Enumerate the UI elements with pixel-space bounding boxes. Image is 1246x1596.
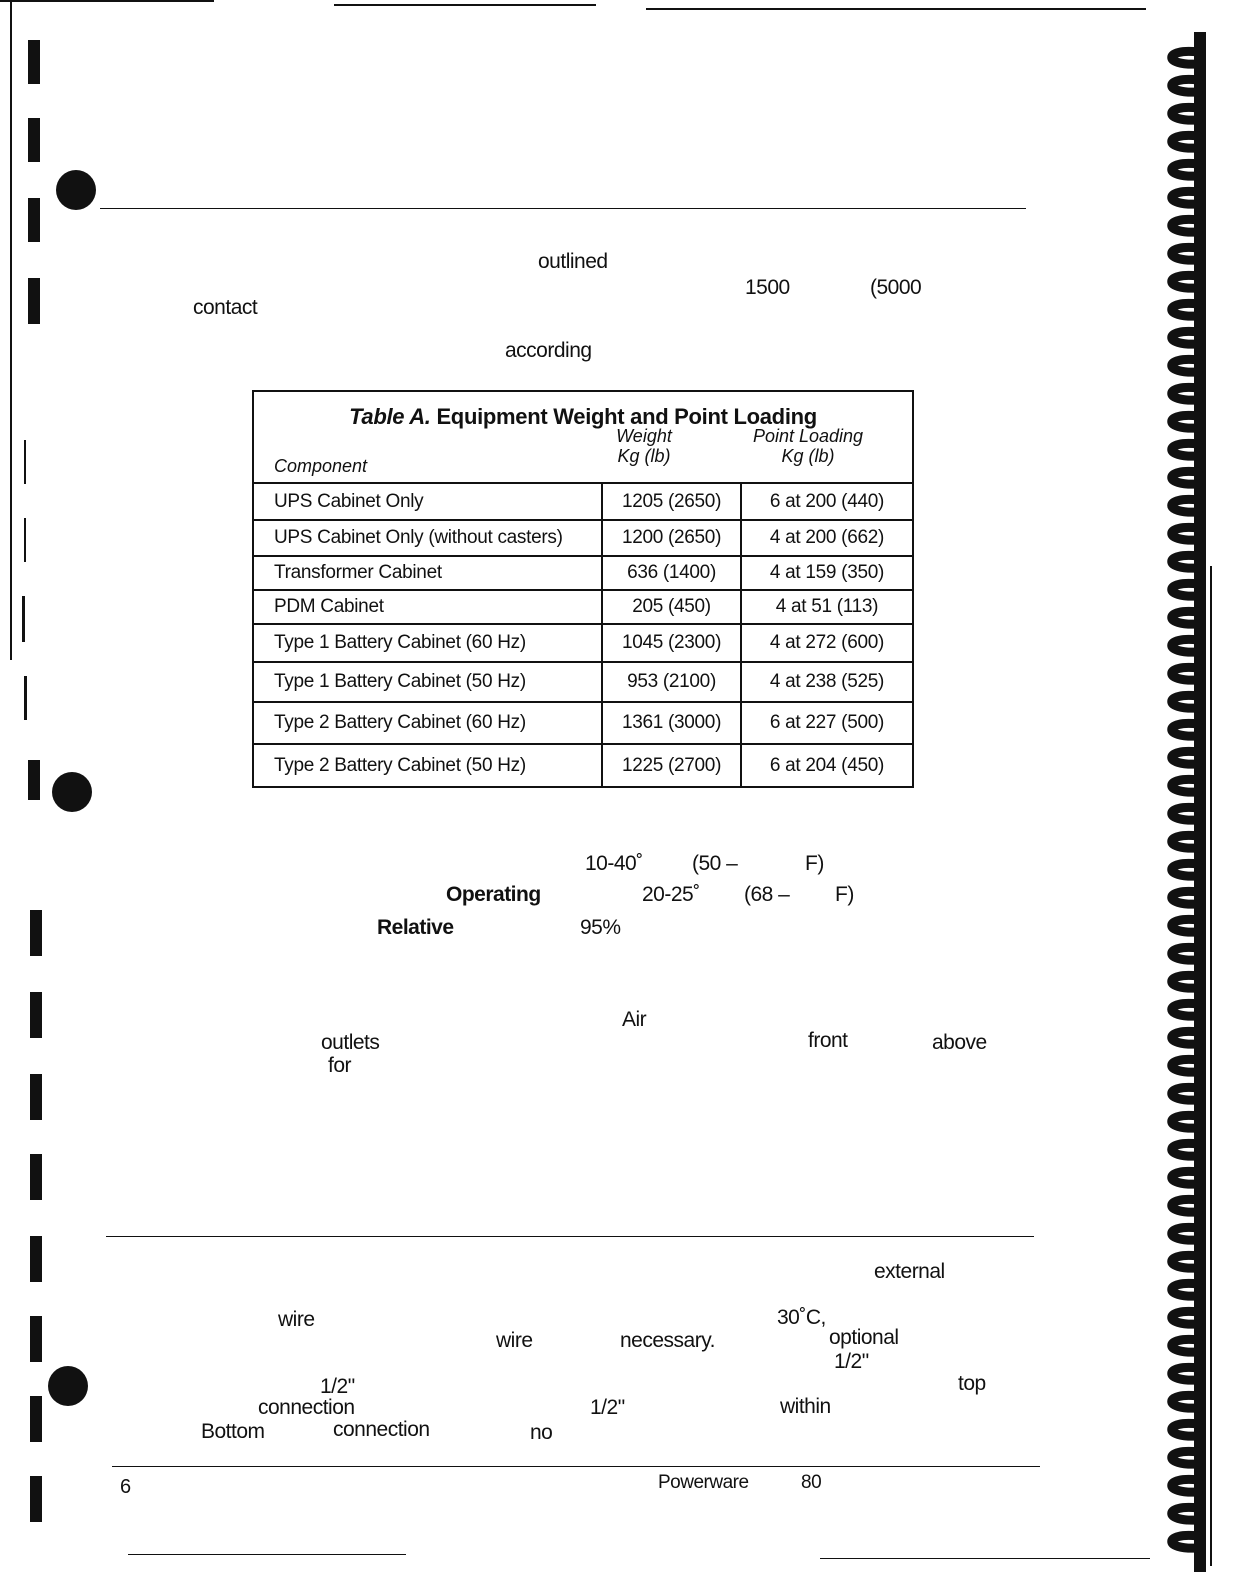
margin-tick xyxy=(24,440,26,484)
text-outlets: outlets xyxy=(321,1031,380,1054)
binder-mark xyxy=(30,1476,42,1522)
cell-weight: 1225 (2700) xyxy=(602,744,741,786)
cell-weight: 205 (450) xyxy=(602,590,741,624)
table-row xyxy=(254,624,912,662)
text-wire-2: wire xyxy=(496,1329,533,1352)
cell-weight: 1200 (2650) xyxy=(602,520,741,556)
cell-point: 6 at 200 (440) xyxy=(741,484,912,520)
section-rule-middle xyxy=(106,1236,1034,1237)
bottom-rule-left xyxy=(128,1554,406,1555)
binder-mark xyxy=(30,992,42,1038)
table-caption: Equipment Weight and Point Loading xyxy=(436,404,817,429)
temp-range-operating-f: (68 – xyxy=(744,883,790,906)
text-temperature: 30˚C, xyxy=(777,1306,826,1329)
header-point-unit: Kg (lb) xyxy=(781,446,835,466)
text-no: no xyxy=(530,1421,553,1444)
cell-weight: 636 (1400) xyxy=(602,556,741,590)
binder-mark xyxy=(28,198,40,242)
header-weight-unit: Kg (lb) xyxy=(617,446,671,466)
cell-component: Type 2 Battery Cabinet (60 Hz) xyxy=(254,702,602,744)
header-point-loading xyxy=(740,426,876,466)
punch-hole xyxy=(52,772,92,812)
text-according: according xyxy=(505,339,592,362)
table-row xyxy=(254,520,912,556)
binder-mark xyxy=(28,760,40,800)
cell-weight: 1205 (2650) xyxy=(602,484,741,520)
humidity-value: 95% xyxy=(580,916,621,939)
top-rule-right xyxy=(646,8,1146,10)
cell-weight: 1361 (3000) xyxy=(602,702,741,744)
margin-tick xyxy=(24,676,27,720)
table-label: Table A. xyxy=(349,404,431,429)
cell-component: Type 1 Battery Cabinet (50 Hz) xyxy=(254,662,602,702)
table-row xyxy=(254,590,912,624)
cell-point: 6 at 227 (500) xyxy=(741,702,912,744)
cell-point: 6 at 204 (450) xyxy=(741,744,912,786)
label-relative: Relative xyxy=(377,916,454,939)
binder-mark xyxy=(30,1154,42,1200)
weight-loading-table xyxy=(252,390,914,788)
header-point-label: Point Loading xyxy=(752,426,864,446)
text-5000: (5000 xyxy=(870,276,922,299)
text-necessary: necessary. xyxy=(620,1329,715,1352)
header-weight xyxy=(602,426,686,466)
margin-tick xyxy=(22,596,25,642)
binder-mark xyxy=(30,1396,42,1442)
right-page-edge xyxy=(1210,566,1212,1566)
table-row xyxy=(254,484,912,520)
table-row xyxy=(254,662,912,702)
temp-range-operating-end: F) xyxy=(835,883,854,906)
margin-edge xyxy=(10,0,12,660)
binder-mark xyxy=(30,910,42,956)
table-header xyxy=(254,426,912,484)
text-air: Air xyxy=(622,1008,647,1031)
text-within: within xyxy=(780,1395,831,1418)
binder-mark xyxy=(30,1074,42,1120)
temp-range-storage: 10-40˚ xyxy=(585,852,643,875)
text-bottom: Bottom xyxy=(201,1420,265,1443)
text-connection-1: connection xyxy=(258,1396,355,1419)
table-title xyxy=(254,392,912,430)
cell-point: 4 at 238 (525) xyxy=(741,662,912,702)
cell-point: 4 at 200 (662) xyxy=(741,520,912,556)
cell-point: 4 at 51 (113) xyxy=(741,590,912,624)
header-component xyxy=(274,456,367,476)
text-half-inch-1: 1/2" xyxy=(834,1350,869,1373)
cell-component: UPS Cabinet Only xyxy=(274,490,424,512)
label-operating: Operating xyxy=(446,883,541,906)
binder-mark xyxy=(30,1236,42,1282)
cell-weight: 1045 (2300) xyxy=(602,624,741,662)
cell-point: 4 at 272 (600) xyxy=(741,624,912,662)
text-above: above xyxy=(932,1031,987,1054)
binder-mark xyxy=(30,1316,42,1362)
top-rule-left xyxy=(0,0,214,2)
table-row xyxy=(254,556,912,590)
cell-point: 4 at 159 (350) xyxy=(741,556,912,590)
text-for: for xyxy=(328,1054,352,1077)
binder-mark xyxy=(28,278,40,324)
cell-component: Type 1 Battery Cabinet (60 Hz) xyxy=(254,624,602,662)
text-wire-1: wire xyxy=(278,1308,315,1331)
footer-brand: Powerware xyxy=(658,1472,749,1493)
cell-component: PDM Cabinet xyxy=(254,590,602,624)
footer-rule xyxy=(112,1466,1040,1467)
section-rule-top xyxy=(100,208,1026,209)
table-body xyxy=(254,484,912,786)
margin-tick xyxy=(24,518,26,562)
header-weight-label: Weight xyxy=(616,426,672,446)
page-number: 6 xyxy=(120,1476,131,1498)
text-half-inch-3: 1/2" xyxy=(590,1396,625,1419)
temp-range-storage-end: F) xyxy=(805,852,824,875)
header-component-label: Component xyxy=(274,456,368,476)
text-outlined: outlined xyxy=(538,250,608,273)
cell-weight: 953 (2100) xyxy=(602,662,741,702)
text-top: top xyxy=(958,1372,986,1395)
top-rule-middle xyxy=(334,4,596,6)
text-front: front xyxy=(808,1029,848,1052)
temp-range-operating: 20-25˚ xyxy=(642,883,700,906)
bottom-rule-right xyxy=(820,1558,1150,1559)
punch-hole xyxy=(56,170,96,210)
temp-range-storage-f: (50 – xyxy=(692,852,738,875)
footer-model: 80 xyxy=(801,1472,822,1493)
table-row xyxy=(254,744,912,786)
cell-component: UPS Cabinet Only (without casters) xyxy=(254,520,602,556)
binder-mark xyxy=(28,118,40,162)
text-contact: contact xyxy=(193,296,258,319)
binder-mark xyxy=(28,40,40,84)
text-1500: 1500 xyxy=(745,276,790,299)
cell-component: Type 2 Battery Cabinet (50 Hz) xyxy=(254,744,602,786)
text-half-inch-2: 1/2" xyxy=(320,1375,355,1398)
punch-hole xyxy=(48,1366,88,1406)
text-optional: optional xyxy=(829,1326,899,1349)
text-external: external xyxy=(874,1260,945,1283)
table-row xyxy=(254,702,912,744)
spiral-binding-icon xyxy=(1158,32,1208,1572)
text-connection-2: connection xyxy=(333,1418,430,1441)
cell-component: Transformer Cabinet xyxy=(254,556,602,590)
